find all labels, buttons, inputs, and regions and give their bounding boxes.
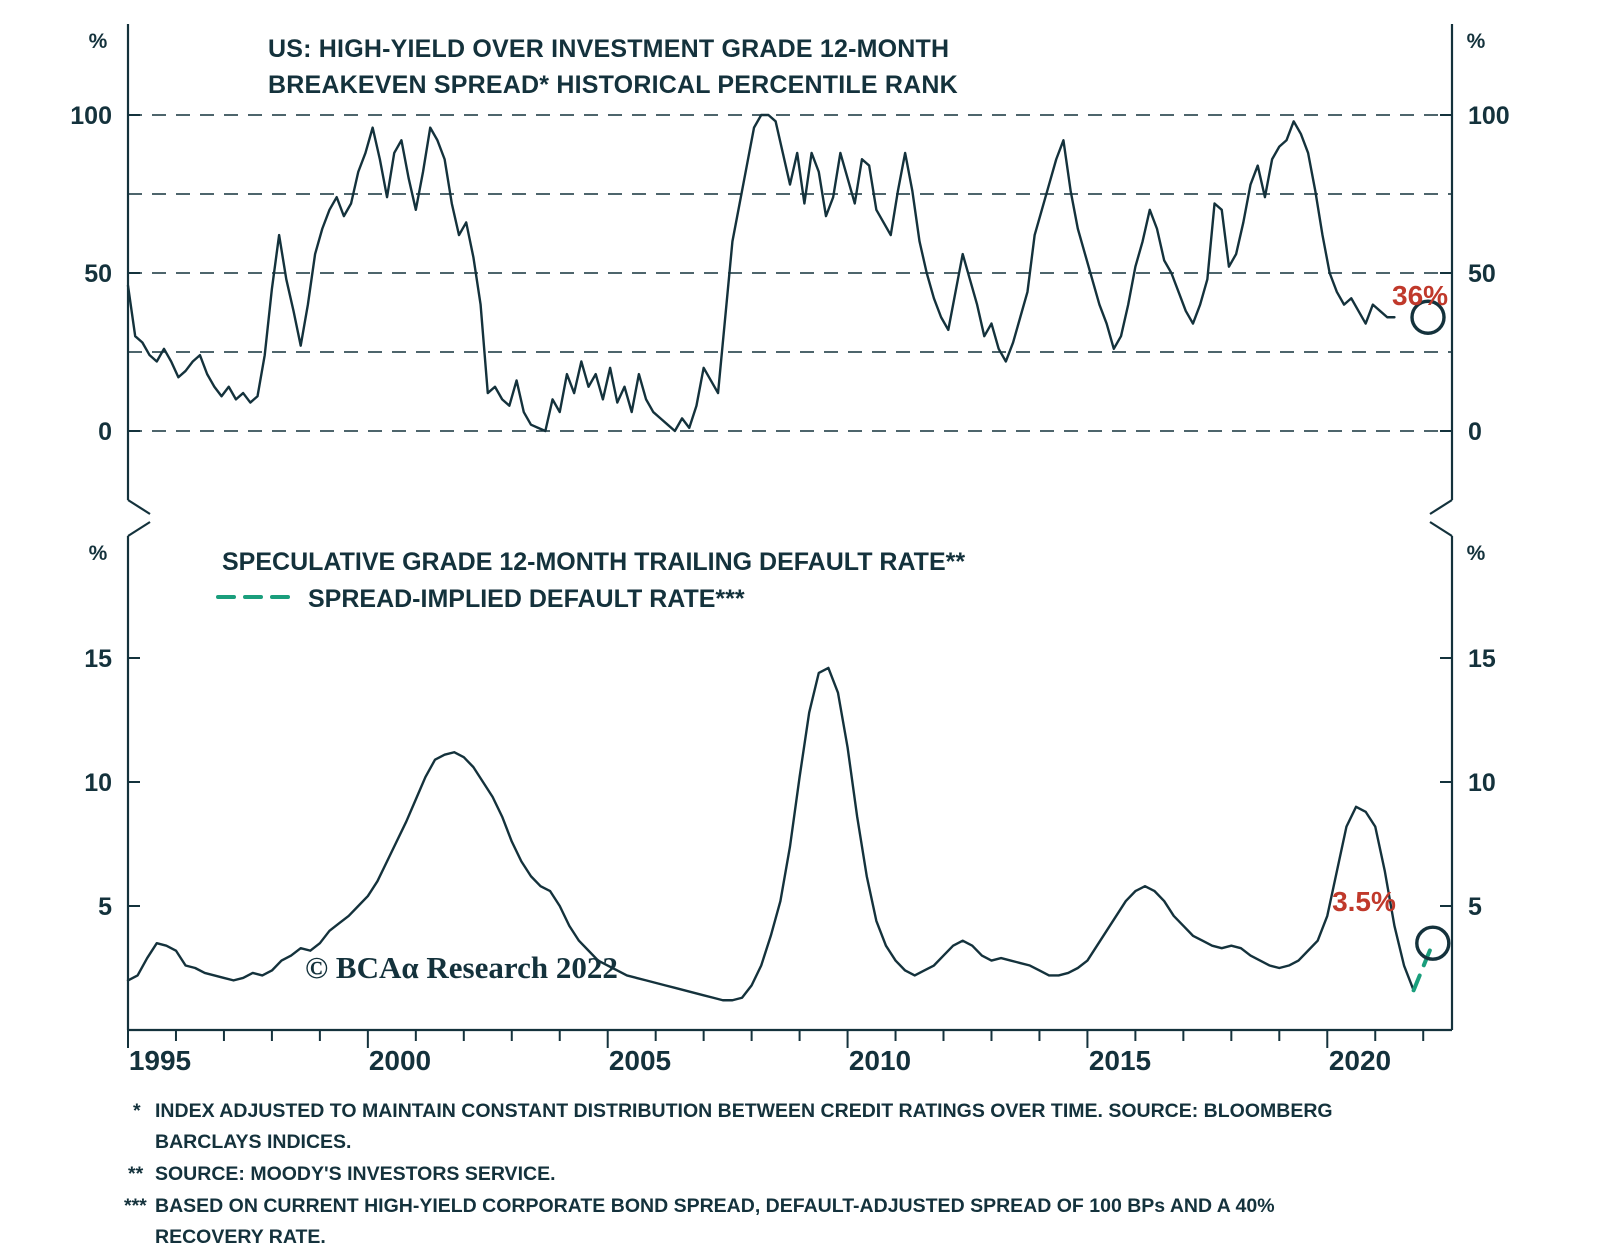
top-left-unit-label: %: [88, 30, 108, 53]
chart-title-line-1: US: HIGH-YIELD OVER INVESTMENT GRADE 12-MONTH: [268, 35, 950, 63]
top-right-unit-label: %: [1466, 30, 1486, 53]
footnote-marker-0: *: [133, 1100, 141, 1122]
xtick-label-2015: 2015: [1088, 1045, 1152, 1076]
top-ytick-label-right-100: 100: [1468, 102, 1510, 130]
legend-entry-1-label: SPREAD-IMPLIED DEFAULT RATE***: [308, 585, 745, 613]
top-callout-label: 36%: [1392, 280, 1449, 311]
bottom-left-unit-label: %: [88, 542, 108, 565]
bottom-ytick-label-right-5: 5: [1468, 893, 1482, 921]
footnote-text-2-line-1: BASED ON CURRENT HIGH-YIELD CORPORATE BOND SPREAD, DEFAULT-ADJUSTED SPREAD OF 100 BPs AND A 40%: [155, 1195, 1275, 1217]
bottom-ytick-label-15: 15: [84, 645, 112, 673]
bottom-ytick-label-10: 10: [84, 769, 112, 797]
bottom-right-unit-label: %: [1466, 542, 1486, 565]
xtick-label-2000: 2000: [368, 1045, 432, 1076]
bottom-callout-label: 3.5%: [1332, 886, 1396, 917]
top-ytick-label-100: 100: [70, 102, 112, 130]
bottom-ytick-label-5: 5: [98, 893, 112, 921]
footnote-text-1: SOURCE: MOODY'S INVESTORS SERVICE.: [155, 1163, 556, 1185]
bottom-ytick-label-right-10: 10: [1468, 769, 1496, 797]
x-axis-ticks: [128, 1030, 1423, 1048]
top-panel: [70, 24, 1509, 500]
xtick-label-2005: 2005: [608, 1045, 672, 1076]
spread-implied-default-rate-line: [1414, 943, 1433, 990]
top-ytick-label-50: 50: [84, 260, 112, 288]
xtick-label-2010: 2010: [848, 1045, 912, 1076]
bottom-ytick-label-right-15: 15: [1468, 645, 1496, 673]
axis-break-right-bottom: [1430, 522, 1452, 536]
watermark: © BCAα Research 2022: [305, 950, 618, 985]
chart-title-line-2: BREAKEVEN SPREAD* HISTORICAL PERCENTILE RANK: [268, 71, 958, 99]
axis-break-left-top: [128, 500, 150, 514]
footnotes: [124, 1100, 1333, 1248]
footnote-text-0-line-1: INDEX ADJUSTED TO MAINTAIN CONSTANT DISTRIBUTION BETWEEN CREDIT RATINGS OVER TIME. SOURCE: BLOOMBERG: [155, 1100, 1333, 1122]
axis-break-left-bottom: [128, 522, 150, 536]
xtick-label-1995: 1995: [128, 1045, 192, 1076]
axis-break-right-top: [1430, 500, 1452, 514]
top-ytick-label-right-0: 0: [1468, 418, 1482, 446]
footnote-text-2-line-2: RECOVERY RATE.: [155, 1226, 326, 1248]
footnote-text-0-line-2: BARCLAYS INDICES.: [155, 1131, 352, 1153]
footnote-marker-1: **: [128, 1163, 144, 1185]
legend-entry-0-label: SPECULATIVE GRADE 12-MONTH TRAILING DEFAULT RATE**: [222, 548, 966, 576]
axis-break: [128, 500, 1452, 536]
bottom-callout-marker: [1417, 927, 1449, 959]
xtick-label-2020: 2020: [1328, 1045, 1392, 1076]
footnote-marker-2: ***: [124, 1195, 147, 1217]
top-ytick-label-right-50: 50: [1468, 260, 1496, 288]
bottom-panel: [84, 536, 1496, 1076]
top-ytick-label-0: 0: [98, 418, 112, 446]
